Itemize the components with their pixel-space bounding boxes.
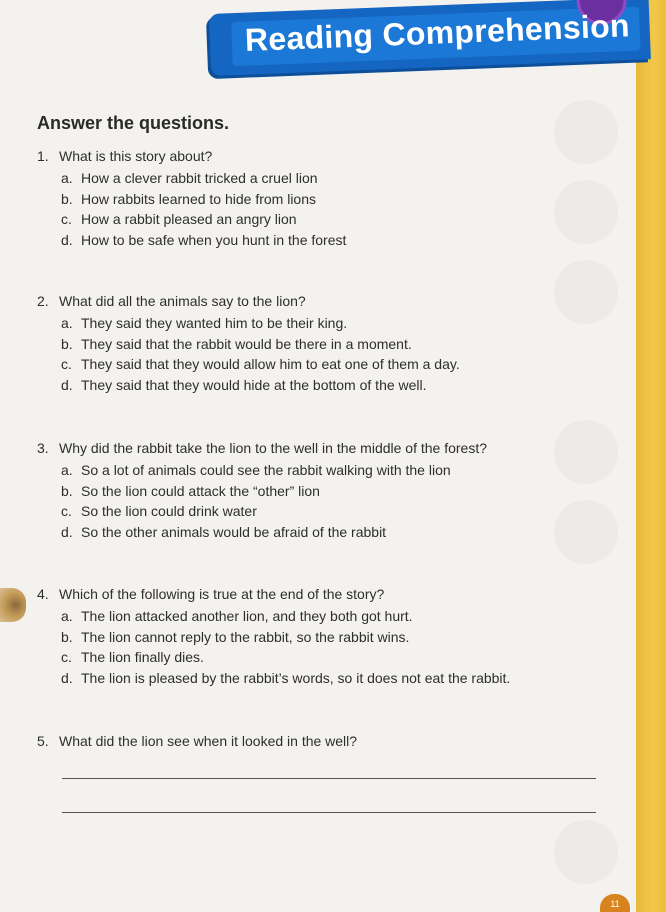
page-number: 11 (600, 894, 630, 912)
question-text (37, 586, 510, 602)
option-text: So the lion could attack the “other” lion (81, 482, 320, 499)
answer-option[interactable] (37, 334, 460, 355)
option-letter: d. (61, 376, 73, 393)
option-text: How to be safe when you hunt in the forest (81, 231, 347, 248)
answer-option[interactable] (37, 627, 510, 648)
answer-option[interactable] (37, 606, 510, 627)
answer-option[interactable] (37, 647, 510, 668)
option-text: They said that they would hide at the bottom of the well. (81, 376, 427, 393)
answer-option[interactable] (37, 668, 510, 689)
bleed-through-circle (554, 100, 618, 164)
bleed-through-circle (554, 180, 618, 244)
option-text: So a lot of animals could see the rabbit walking with the lion (81, 462, 451, 478)
question-prompt: What is this story about? (59, 148, 213, 164)
option-letter: c. (61, 649, 72, 665)
option-text: They said they wanted him to be their king. (81, 315, 348, 331)
answer-line[interactable] (62, 812, 596, 813)
option-text: They said that the rabbit would be there in a moment. (81, 335, 412, 352)
option-letter: c. (61, 356, 72, 372)
answer-option[interactable] (37, 168, 346, 189)
question-prompt: What did all the animals say to the lion? (59, 293, 306, 309)
option-text: They said that they would allow him to eat one of them a day. (81, 356, 460, 372)
option-letter: d. (61, 669, 73, 686)
question-1 (37, 148, 346, 250)
question-prompt: Which of the following is true at the end of the story? (59, 586, 385, 602)
question-text (37, 293, 460, 309)
option-letter: a. (61, 170, 73, 186)
question-prompt: What did the lion see when it looked in the well? (59, 733, 358, 749)
answer-option[interactable] (37, 460, 487, 481)
option-letter: a. (61, 315, 73, 331)
option-letter: d. (61, 523, 73, 540)
option-text: The lion finally dies. (81, 649, 204, 665)
bleed-through-circle (554, 500, 618, 564)
option-letter: a. (61, 608, 73, 624)
option-text: How a clever rabbit tricked a cruel lion (81, 170, 318, 186)
option-text: The lion cannot reply to the rabbit, so the rabbit wins. (81, 628, 410, 645)
question-text (37, 148, 346, 164)
option-letter: b. (61, 482, 73, 499)
question-text (37, 733, 357, 749)
question-4 (37, 586, 510, 688)
answer-line[interactable] (62, 778, 596, 779)
option-letter: c. (61, 211, 72, 227)
answer-option[interactable] (37, 230, 346, 251)
bleed-through-circle (554, 260, 618, 324)
question-number: 5. (37, 733, 49, 749)
answer-option[interactable] (37, 313, 460, 334)
option-text: How rabbits learned to hide from lions (81, 190, 317, 207)
section-heading: Answer the questions. (37, 113, 230, 133)
option-letter: c. (61, 503, 72, 519)
answer-option[interactable] (37, 354, 460, 375)
page-title: Reading Comprehension (244, 7, 631, 58)
option-letter: b. (61, 335, 73, 352)
question-number: 4. (37, 586, 49, 602)
option-text: How a rabbit pleased an angry lion (81, 211, 297, 227)
question-number: 3. (37, 440, 49, 456)
bleed-through-circle (554, 420, 618, 484)
answer-option[interactable] (37, 481, 487, 502)
answer-option[interactable] (37, 375, 460, 396)
question-number: 2. (37, 293, 49, 309)
answer-option[interactable] (37, 501, 487, 522)
option-letter: d. (61, 231, 73, 248)
page-edge-strip (636, 0, 666, 912)
question-prompt: Why did the rabbit take the lion to the well in the middle of the forest? (59, 440, 488, 456)
option-letter: b. (61, 190, 73, 207)
question-3 (37, 440, 487, 542)
bleed-through-circle (554, 820, 618, 884)
option-letter: b. (61, 628, 73, 645)
question-text (37, 440, 487, 456)
edge-photo-thumbnail (0, 588, 26, 622)
answer-option[interactable] (37, 209, 346, 230)
option-letter: a. (61, 462, 73, 478)
option-text: The lion is pleased by the rabbit’s words, so it does not eat the rabbit. (81, 669, 511, 686)
question-number: 1. (37, 148, 49, 164)
option-text: So the other animals would be afraid of the rabbit (81, 523, 387, 540)
question-5 (37, 733, 357, 749)
question-2 (37, 293, 460, 395)
answer-option[interactable] (37, 522, 487, 543)
option-text: So the lion could drink water (81, 503, 257, 519)
answer-option[interactable] (37, 189, 346, 210)
option-text: The lion attacked another lion, and they both got hurt. (81, 608, 413, 624)
